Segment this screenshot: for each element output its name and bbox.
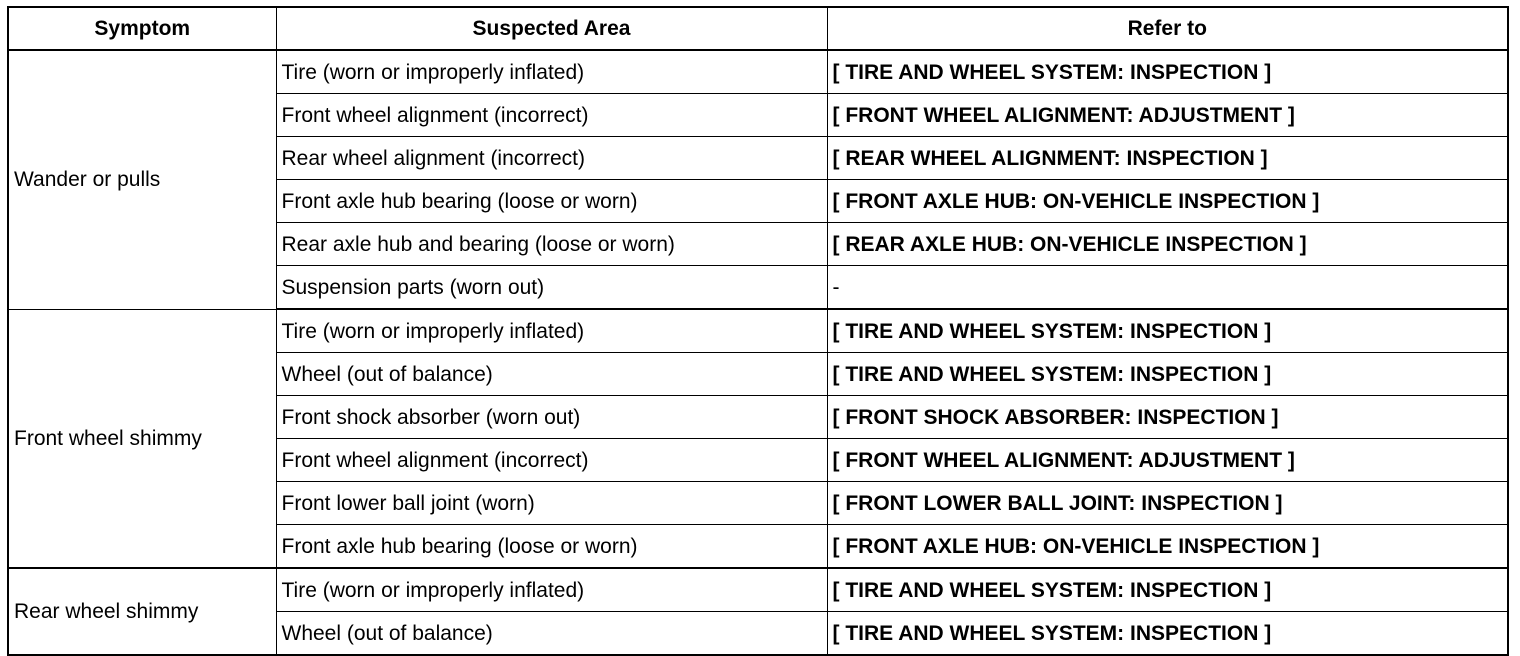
suspected-area-cell: Wheel (out of balance)	[276, 353, 827, 396]
table-row	[8, 568, 1508, 612]
suspected-area-cell: Tire (worn or improperly inflated)	[276, 309, 827, 353]
suspected-area-cell: Rear wheel alignment (incorrect)	[276, 137, 827, 180]
table-row	[8, 50, 1508, 94]
refer-to-link[interactable]: [ FRONT AXLE HUB: ON-VEHICLE INSPECTION ]	[827, 525, 1508, 569]
suspected-area-cell: Front axle hub bearing (loose or worn)	[276, 180, 827, 223]
refer-to-link[interactable]: [ FRONT SHOCK ABSORBER: INSPECTION ]	[827, 396, 1508, 439]
header-row	[8, 7, 1508, 50]
refer-to-link[interactable]: [ REAR AXLE HUB: ON-VEHICLE INSPECTION ]	[827, 223, 1508, 266]
symptom-cell: Front wheel shimmy	[8, 309, 276, 568]
refer-to-link[interactable]: [ TIRE AND WHEEL SYSTEM: INSPECTION ]	[827, 568, 1508, 612]
suspected-area-cell: Tire (worn or improperly inflated)	[276, 568, 827, 612]
suspected-area-cell: Front shock absorber (worn out)	[276, 396, 827, 439]
symptom-cell: Rear wheel shimmy	[8, 568, 276, 655]
suspected-area-cell: Suspension parts (worn out)	[276, 266, 827, 310]
refer-to-link[interactable]: [ TIRE AND WHEEL SYSTEM: INSPECTION ]	[827, 353, 1508, 396]
header-refer-to: Refer to	[827, 7, 1508, 50]
refer-to-link[interactable]: [ TIRE AND WHEEL SYSTEM: INSPECTION ]	[827, 612, 1508, 656]
refer-to-link[interactable]: [ FRONT LOWER BALL JOINT: INSPECTION ]	[827, 482, 1508, 525]
table-row	[8, 309, 1508, 353]
refer-to-link[interactable]: [ REAR WHEEL ALIGNMENT: INSPECTION ]	[827, 137, 1508, 180]
refer-to-link[interactable]: [ FRONT WHEEL ALIGNMENT: ADJUSTMENT ]	[827, 439, 1508, 482]
suspected-area-cell: Wheel (out of balance)	[276, 612, 827, 656]
refer-to-link[interactable]: [ FRONT WHEEL ALIGNMENT: ADJUSTMENT ]	[827, 94, 1508, 137]
suspected-area-cell: Front axle hub bearing (loose or worn)	[276, 525, 827, 569]
refer-to-link[interactable]: [ FRONT AXLE HUB: ON-VEHICLE INSPECTION ]	[827, 180, 1508, 223]
suspected-area-cell: Rear axle hub and bearing (loose or worn)	[276, 223, 827, 266]
header-suspected-area: Suspected Area	[276, 7, 827, 50]
suspected-area-cell: Front wheel alignment (incorrect)	[276, 439, 827, 482]
suspected-area-cell: Front wheel alignment (incorrect)	[276, 94, 827, 137]
refer-to-link[interactable]: [ TIRE AND WHEEL SYSTEM: INSPECTION ]	[827, 50, 1508, 94]
refer-to-cell: -	[827, 266, 1508, 310]
header-symptom: Symptom	[8, 7, 276, 50]
suspected-area-cell: Front lower ball joint (worn)	[276, 482, 827, 525]
refer-to-link[interactable]: [ TIRE AND WHEEL SYSTEM: INSPECTION ]	[827, 309, 1508, 353]
suspected-area-cell: Tire (worn or improperly inflated)	[276, 50, 827, 94]
symptom-cell: Wander or pulls	[8, 50, 276, 309]
diagnosis-table	[7, 6, 1509, 656]
